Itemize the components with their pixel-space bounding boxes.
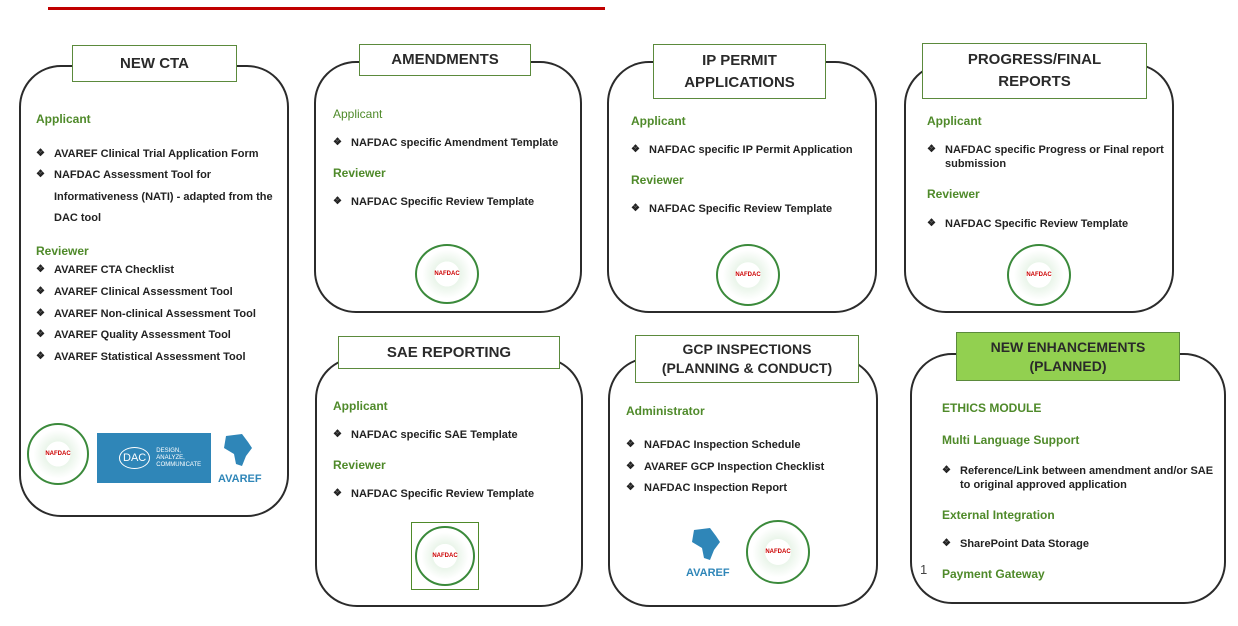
list-item: ❖ AVAREF Clinical Assessment Tool [36, 282, 233, 302]
top-red-rule [48, 7, 605, 10]
list-item: ❖ NAFDAC Specific Review Template [927, 214, 1128, 234]
list-item: ❖ NAFDAC Specific Review Template [333, 484, 534, 504]
amendments-applicant-heading: Applicant [333, 107, 383, 121]
list-item-continued: submission [945, 158, 1007, 170]
new-cta-reviewer-heading: Reviewer [36, 244, 89, 258]
list-item: ❖ NAFDAC specific Progress or Final report [927, 140, 1164, 160]
list-item: ❖ Reference/Link between amendment and/or SAE [942, 461, 1213, 481]
progress-title: PROGRESS/FINAL REPORTS [922, 43, 1147, 99]
nafdac-logo: NAFDAC [716, 244, 780, 306]
list-item: ❖ AVAREF CTA Checklist [36, 260, 174, 280]
dac-logo-mark: DAC [119, 447, 150, 469]
sae-title: SAE REPORTING [338, 336, 560, 369]
sae-reviewer-heading: Reviewer [333, 458, 386, 472]
enhancements-title: NEW ENHANCEMENTS (PLANNED) [956, 332, 1180, 381]
diamond-bullet-icon: ❖ [626, 482, 635, 493]
nafdac-logo: NAFDAC [415, 244, 479, 304]
list-item-continued: DAC tool [54, 212, 102, 224]
list-item: ❖ AVAREF Statistical Assessment Tool [36, 347, 246, 367]
diamond-bullet-icon: ❖ [36, 351, 45, 362]
diamond-bullet-icon: ❖ [36, 148, 45, 159]
list-item: ❖ AVAREF Non-clinical Assessment Tool [36, 304, 256, 324]
gcp-administrator-heading: Administrator [626, 404, 705, 418]
list-item: ❖ SharePoint Data Storage [942, 534, 1089, 554]
avaref-logo: AVAREF [218, 430, 270, 494]
payment-gateway-heading: Payment Gateway [942, 567, 1045, 581]
diamond-bullet-icon: ❖ [36, 286, 45, 297]
amendments-title: AMENDMENTS [359, 44, 531, 76]
nafdac-logo: NAFDAC [415, 526, 475, 586]
new-cta-applicant-heading: Applicant [36, 112, 91, 126]
list-item-continued: Informativeness (NATI) - adapted from the [54, 191, 273, 203]
multilang-heading: Multi Language Support [942, 433, 1080, 447]
ip-permit-title: IP PERMIT APPLICATIONS [653, 44, 826, 99]
diamond-bullet-icon: ❖ [626, 461, 635, 472]
diamond-bullet-icon: ❖ [927, 144, 936, 155]
diamond-bullet-icon: ❖ [333, 488, 342, 499]
list-item: ❖ AVAREF Quality Assessment Tool [36, 325, 231, 345]
ethics-module-heading: ETHICS MODULE [942, 401, 1042, 415]
diamond-bullet-icon: ❖ [631, 203, 640, 214]
nafdac-logo: NAFDAC [27, 423, 89, 485]
diamond-bullet-icon: ❖ [333, 137, 342, 148]
diamond-bullet-icon: ❖ [36, 329, 45, 340]
new-cta-title: NEW CTA [72, 45, 237, 82]
ip-permit-applicant-heading: Applicant [631, 114, 686, 128]
list-item: ❖ NAFDAC specific Amendment Template [333, 133, 558, 153]
diamond-bullet-icon: ❖ [927, 218, 936, 229]
diamond-bullet-icon: ❖ [942, 538, 951, 549]
page-number: 1 [920, 562, 928, 577]
avaref-logo: AVAREF [686, 524, 740, 584]
list-item: ❖ NAFDAC Specific Review Template [333, 192, 534, 212]
list-item: ❖ NAFDAC specific IP Permit Application [631, 140, 853, 160]
nafdac-logo: NAFDAC [1007, 244, 1071, 306]
africa-map-icon [686, 524, 726, 564]
list-item: ❖ NAFDAC specific SAE Template [333, 425, 518, 445]
gcp-title: GCP INSPECTIONS (PLANNING & CONDUCT) [635, 335, 859, 383]
dac-logo: DAC DESIGN, ANALYZE, COMMUNICATE [97, 433, 211, 483]
diamond-bullet-icon: ❖ [36, 264, 45, 275]
list-item: ❖ NAFDAC Specific Review Template [631, 199, 832, 219]
diamond-bullet-icon: ❖ [942, 465, 951, 476]
list-item: ❖ AVAREF Clinical Trial Application Form [36, 144, 259, 164]
diamond-bullet-icon: ❖ [333, 429, 342, 440]
progress-reviewer-heading: Reviewer [927, 187, 980, 201]
nafdac-logo: NAFDAC [746, 520, 810, 584]
diamond-bullet-icon: ❖ [36, 169, 45, 180]
diamond-bullet-icon: ❖ [626, 439, 635, 450]
ip-permit-reviewer-heading: Reviewer [631, 173, 684, 187]
list-item-continued: to original approved application [960, 479, 1127, 491]
list-item: ❖ NAFDAC Inspection Schedule [626, 435, 800, 455]
external-integration-heading: External Integration [942, 508, 1055, 522]
diamond-bullet-icon: ❖ [36, 308, 45, 319]
sae-applicant-heading: Applicant [333, 399, 388, 413]
diamond-bullet-icon: ❖ [333, 196, 342, 207]
diamond-bullet-icon: ❖ [631, 144, 640, 155]
list-item: ❖ NAFDAC Inspection Report [626, 478, 787, 498]
africa-map-icon [218, 430, 258, 470]
amendments-reviewer-heading: Reviewer [333, 166, 386, 180]
list-item: ❖ AVAREF GCP Inspection Checklist [626, 457, 824, 477]
progress-applicant-heading: Applicant [927, 114, 982, 128]
list-item: ❖ NAFDAC Assessment Tool for [36, 165, 211, 185]
